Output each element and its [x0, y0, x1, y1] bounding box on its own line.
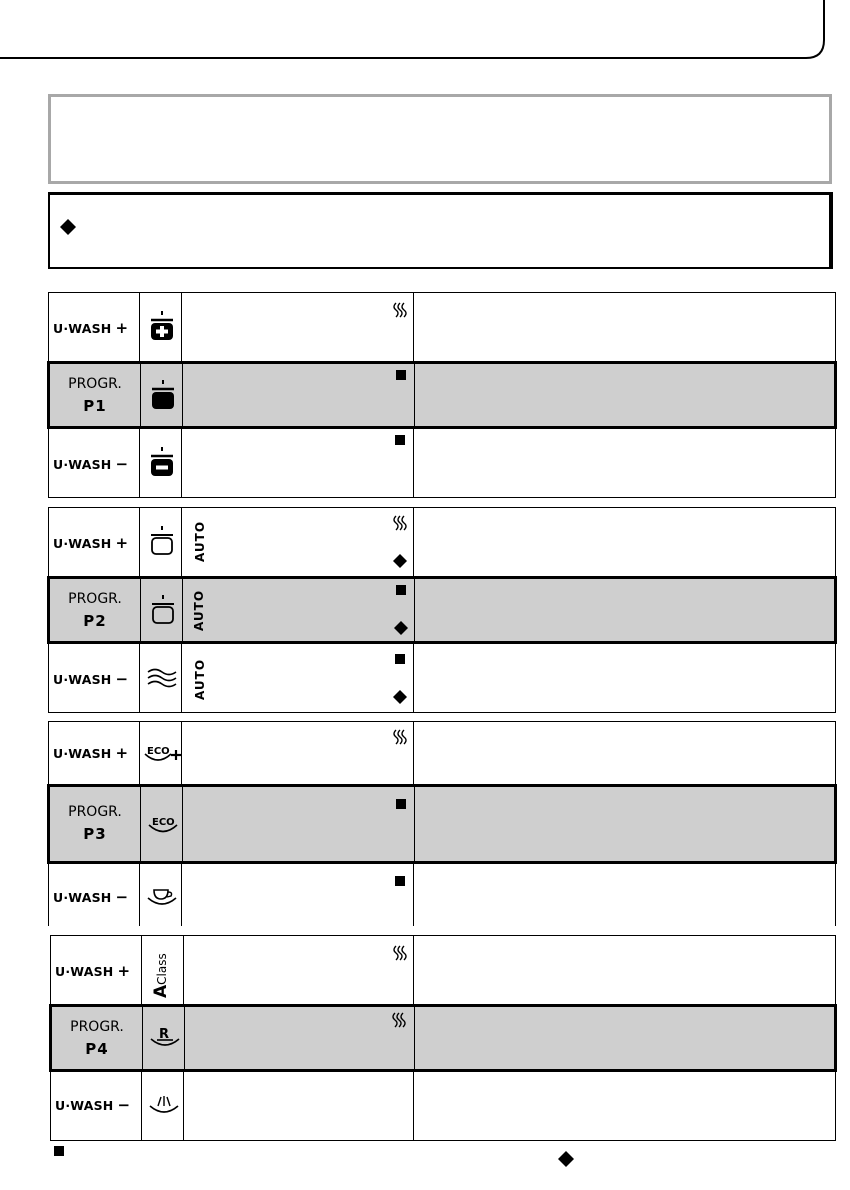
program-label: PROGR. P2	[68, 591, 122, 630]
cup-icon	[145, 884, 179, 908]
diamond-icon	[60, 219, 76, 235]
program-label: PROGR. P3	[68, 804, 122, 843]
top-rule	[0, 0, 826, 60]
program-row-uwash-minus	[49, 429, 835, 497]
eco-icon	[146, 813, 182, 839]
program-group-p2	[48, 507, 836, 713]
program-row-uwash-minus	[49, 644, 835, 712]
pot-minus-icon	[145, 445, 179, 481]
pot-filled-icon	[146, 378, 180, 414]
pot-outline-icon	[146, 593, 180, 629]
program-row-p2	[47, 576, 837, 644]
program-row-uwash-minus	[49, 864, 835, 926]
auto-label: AUTO	[192, 589, 206, 631]
program-group-p4	[50, 935, 836, 1141]
wave-mark-icon	[391, 944, 409, 962]
a-class-icon: AClass	[151, 953, 171, 998]
pot-plus-icon	[145, 309, 179, 345]
legend-diamond-icon	[558, 1151, 574, 1167]
pot-outline-icon	[145, 524, 179, 560]
square-mark-icon	[395, 435, 405, 445]
diamond-icon	[394, 621, 408, 635]
legend-square-icon	[54, 1146, 64, 1156]
uwash-plus-label: U·WASH +	[53, 534, 129, 552]
square-mark-icon	[395, 876, 405, 886]
wave-mark-icon	[391, 728, 409, 746]
program-row-uwash-minus	[51, 1072, 835, 1140]
svg-text:R: R	[159, 1027, 170, 1042]
auto-label: AUTO	[193, 520, 207, 562]
auto-label: AUTO	[193, 658, 207, 700]
wave-mark-icon	[391, 514, 409, 532]
program-label: PROGR. P4	[70, 1019, 124, 1058]
info-box	[48, 94, 832, 184]
waves-icon	[145, 666, 179, 690]
program-row-uwash-plus	[49, 508, 835, 576]
uwash-plus-label: U·WASH +	[53, 744, 129, 762]
svg-text:ECO: ECO	[147, 746, 170, 757]
wave-mark-icon	[390, 1011, 408, 1029]
rinse-icon	[148, 1025, 182, 1051]
program-row-p1	[47, 361, 837, 429]
diamond-icon	[393, 554, 407, 568]
uwash-minus-label: U·WASH −	[53, 670, 129, 688]
square-mark-icon	[396, 370, 406, 380]
program-group-p3	[48, 721, 836, 926]
program-row-uwash-plus	[49, 293, 835, 361]
spray-icon	[147, 1092, 181, 1118]
program-label: PROGR. P1	[68, 376, 122, 415]
uwash-minus-label: U·WASH −	[53, 888, 129, 906]
svg-text:ECO: ECO	[152, 817, 175, 828]
program-row-p3	[47, 784, 837, 864]
program-row-uwash-plus	[49, 722, 835, 784]
program-group-p1	[48, 292, 836, 498]
eco-plus-icon	[143, 740, 183, 768]
program-row-uwash-plus	[51, 936, 835, 1004]
square-mark-icon	[396, 799, 406, 809]
square-mark-icon	[395, 654, 405, 664]
uwash-plus-label: U·WASH +	[53, 319, 129, 337]
square-mark-icon	[396, 585, 406, 595]
program-row-p4	[49, 1004, 837, 1072]
uwash-plus-label: U·WASH +	[55, 962, 131, 980]
uwash-minus-label: U·WASH −	[55, 1096, 131, 1114]
diamond-icon	[393, 690, 407, 704]
note-box	[48, 192, 833, 269]
wave-mark-icon	[391, 301, 409, 319]
uwash-minus-label: U·WASH −	[53, 455, 129, 473]
